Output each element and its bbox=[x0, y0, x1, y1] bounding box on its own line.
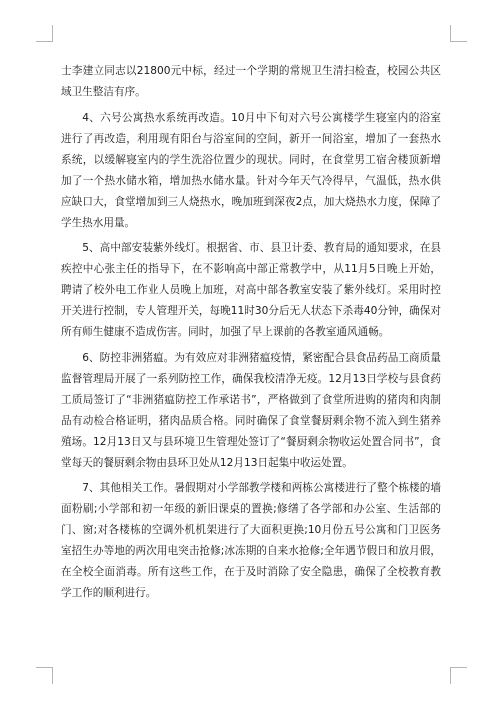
paragraph-other-work: 7、其他相关工作。暑假期对小学部教学楼和两栋公寓楼进行了整个栋楼的墙面粉刷;小学部和初一年级的新旧课桌的置换;修缮了各学部和办公室、生活部的门、窗;对各楼栋的空调外机机架进行了大面积更换;10月份五号公寓和门卫医务室招生办等地的两次用电突击抢修;冰冻期的自来水抢修;全年遇节假日和放月假，在全校全面消毒。所有这些工作，在于及时消除了安全隐患，确保了全校教育教学工作的顺利进行。 bbox=[61, 482, 441, 599]
document-body bbox=[61, 61, 441, 609]
crop-mark-top-right bbox=[450, 25, 467, 42]
crop-mark-bottom-left bbox=[36, 667, 53, 684]
crop-mark-top-left bbox=[36, 25, 53, 42]
paragraph-hot-water-system: 4、六号公寓热水系统再改造。10月中下旬对六号公寓楼学生寝室内的浴室进行了再改造，利用现有阳台与浴室间的空间，新开一间浴室，增加了一套热水系统，以缓解寝室内的学生洗浴位置少的现状。同时，在食堂男工宿舍楼顶新增加了一个热水储水箱，增加热水储水量。针对今年天气冷得早，气温低，热水供应缺口大，食堂增加到三人烧热水，晚加班到深夜2点，加大烧热水力度，保障了学生热水用量。 bbox=[61, 111, 441, 229]
paragraph-uv-lamps: 5、高中部安装紫外线灯。根据省、市、县卫计委、教育局的通知要求，在县疾控中心张主任的指导下，在不影响高中部正常教学中，从11月5日晚上开始，聘请了校外电工作业人员晚上加班，对高中部各教室安装了紫外线灯。采用时控开关进行控制，专人管理开关，每晚11时30分后无人状态下杀毒40分钟，确保对所有师生健康不造成伤害。同时，加强了早上课前的各教室通风通畅。 bbox=[61, 242, 441, 338]
paragraph-swine-fever: 6、防控非洲猪瘟。为有效应对非洲猪瘟疫情，紧密配合县食品药品工商质量监督管理局开展了一系列防控工作，确保我校清净无疫。12月13日学校与县食药工质局签订了“非洲猪瘟防控工作承诺书”，严格做到了食堂所进购的猪肉和肉制品有动检合格证明，猪肉品质合格。同时确保了食堂餐厨剩余物不流入到生猪养殖场。12月13日又与县环境卫生管理处签订了“餐厨剩余物收运处置合同书”，食堂每天的餐厨剩余物由县环卫处从12月13日起集中收运处置。 bbox=[61, 351, 441, 469]
crop-mark-bottom-right bbox=[450, 667, 467, 684]
paragraph-continuation: 士李建立同志以21800元中标，经过一个学期的常规卫生清扫检查，校园公共区域卫生整洁有序。 bbox=[61, 65, 441, 98]
